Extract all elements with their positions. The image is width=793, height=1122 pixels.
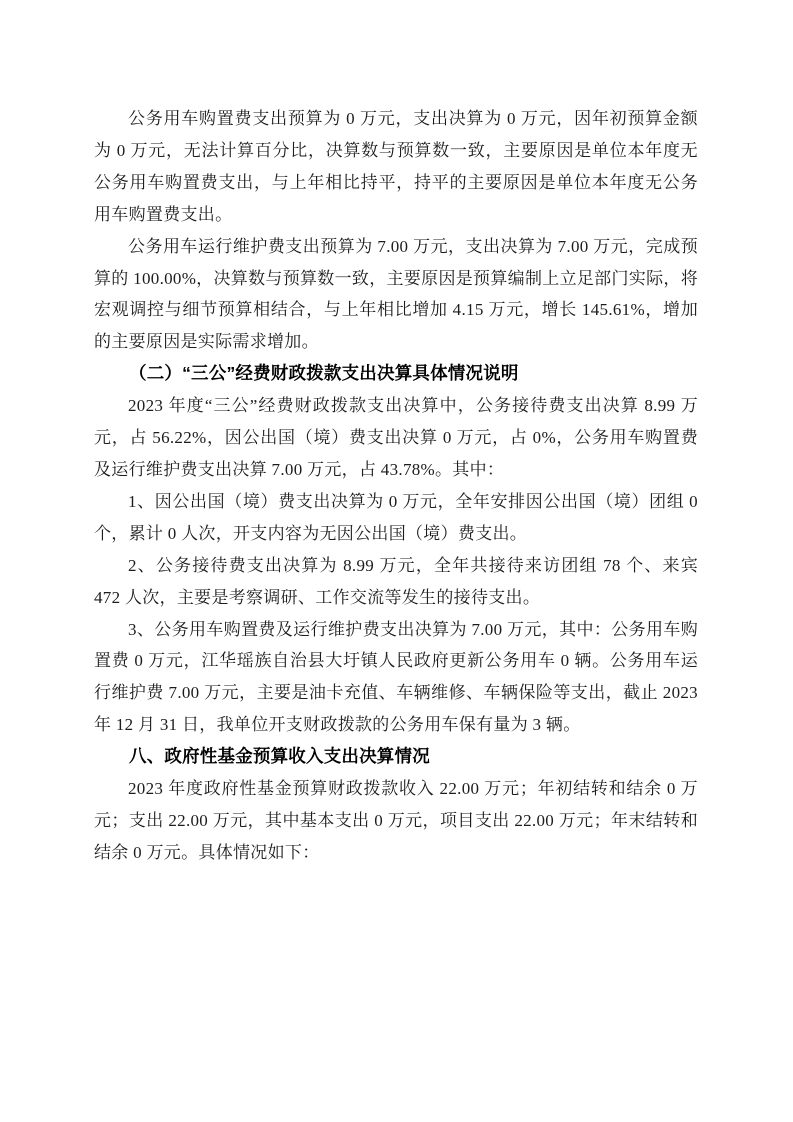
paragraph-government-fund-details: 2023 年度政府性基金预算财政拨款收入 22.00 万元；年初结转和结余 0 万元；支出 22.00 万元，其中基本支出 0 万元，项目支出 22.00 万元；年末结转和结余 0 万元。具体情况如下： (94, 779, 698, 862)
paragraph-three-public-overview: 2023 年度“三公”经费财政拨款支出决算中，公务接待费支出决算 8.99 万元，占 56.22%，因公出国（境）费支出决算 0 万元，占 0%，公务用车购置费及运行维护费支出决算 7.00 万元，占 43.78%。其中： (94, 396, 698, 479)
paragraph-vehicle-purchase-expense: 公务用车购置费支出预算为 0 万元，支出决算为 0 万元，因年初预算金额为 0 万元，无法计算百分比，决算数与预算数一致，主要原因是单位本年度无公务用车购置费支出，与上年相比持平，持平的主要原因是单位本年度无公务用车购置费支出。 (94, 109, 698, 224)
section-heading-government-fund-budget: 八、政府性基金预算收入支出决算情况 (129, 746, 430, 767)
paragraph-vehicle-maintenance-expense: 公务用车运行维护费支出预算为 7.00 万元，支出决算为 7.00 万元，完成预算的 100.00%，决算数与预算数一致，主要原因是预算编制上立足部门实际，将宏观调控与细节预算相结合，与上年相比增加 4.15 万元，增长 145.61%，增加的主要原因是实际需求增加。 (94, 236, 698, 352)
paragraph-item-1-overseas-trips: 1、因公出国（境）费支出决算为 0 万元，全年安排因公出国（境）团组 0 个，累计 0 人次，开支内容为无因公出国（境）费支出。 (94, 491, 698, 543)
section-heading-three-public-expenses: （二）“三公”经费财政拨款支出决算具体情况说明 (129, 363, 519, 384)
paragraph-item-2-official-reception: 2、公务接待费支出决算为 8.99 万元，全年共接待来访团组 78 个、来宾 472 人次，主要是考察调研、工作交流等发生的接待支出。 (94, 555, 698, 607)
paragraph-item-3-vehicle-expenses: 3、公务用车购置费及运行维护费支出决算为 7.00 万元，其中：公务用车购置费 0 万元，江华瑶族自治县大圩镇人民政府更新公务用车 0 辆。公务用车运行维护费 7.00 万元，主要是油卡充值、车辆维修、车辆保险等支出，截止 2023 年 12 月 31 日，我单位开支财政拨款的公务用车保有量为 3 辆。 (94, 619, 698, 735)
document-body (94, 103, 698, 869)
